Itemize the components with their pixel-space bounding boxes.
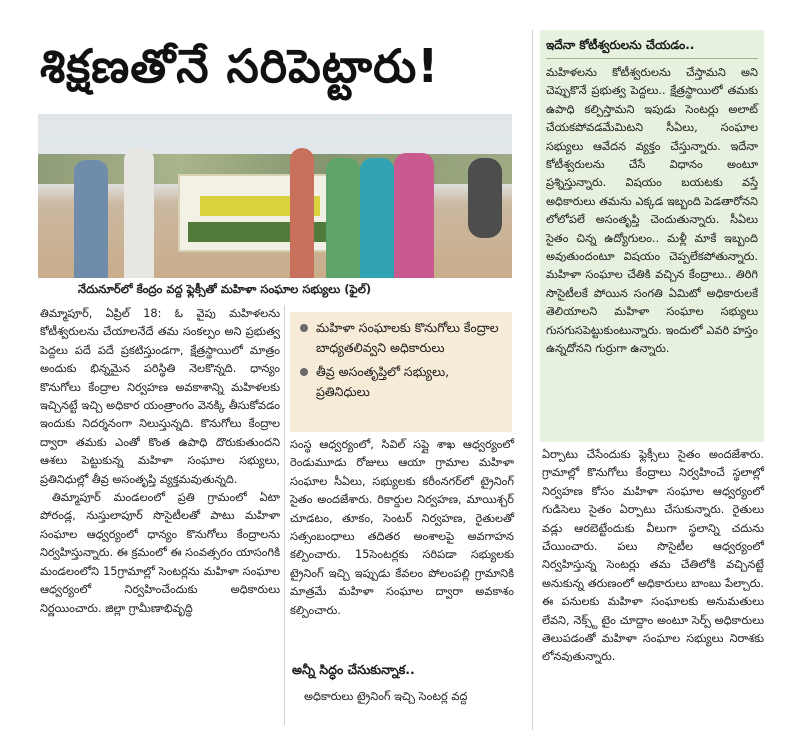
photo-person: [394, 153, 434, 278]
sidebar-divider: [546, 58, 758, 59]
highlight-item: మహిళా సంఘాలకు కొనుగోలు కేంద్రాల బాధ్యతలివ్వని అధికారులు: [298, 318, 506, 358]
highlights-box: [290, 312, 512, 432]
sidebar-box: [540, 30, 764, 442]
section-subheading: అన్నీ సిద్ధం చేసుకున్నాక..: [292, 662, 415, 677]
col2-paragraph-2: అధికారులు ట్రైనింగ్ ఇచ్చి సెంటర్ల వద్ద: [304, 690, 468, 703]
bullet-icon: [300, 324, 308, 332]
column-2: [290, 436, 514, 620]
col1-paragraph-2: తిమ్మాపూర్ మండలంలో ప్రతి గ్రామంలో ఏటా పోరండ్ల, నుస్తులాపూర్ సొసైటీలతో పాటు మహిళా సంఘాల ఆధ్వర్యంలో ధాన్యం కొనుగోలు కేంద్రాలను నిర్వహిస్తున్నారు. ఈ క్రమంలో ఈ సంవత్సరం యాసంగికి మండలంలోని 15గ్రామాల్లో సెంటర్లను మహిళా సంఘాల ఆధ్వర్యంలో నిర్వహించేందుకు అధికారులు నిర్ణయించారు. జిల్లా గ్రామీణాభివృద్ధి: [40, 491, 280, 615]
column-divider: [532, 30, 533, 730]
col3-paragraph-1: ఏర్పాటు చేసేందుకు ఫ్లెక్సీలు సైతం అందజేశారు. గ్రామాల్లో కొనుగోలు కేంద్రాలు నిర్వహించే స్థలాల్లో నిర్వహణ కోసం మహిళా సంఘాల ఆధ్వర్యంలో గుడిసెలు సైతం ఏర్పాటు చేసుకున్నారు. రైతులు వడ్లు ఆరబెట్టేందుకు వీలుగా స్థలాన్ని చదును చేయించారు. పలు సొసైటీల ఆధ్వర్యంలో నిర్వహిస్తున్న సెంటర్లు తమ చేతిలోకి వచ్చినట్టే అనుకున్న తరుణంలో అధికారులు బాంబు పేల్చారు. ఈ పనులకు మహిళా సంఘాలకు అనుమతులు లేవని, నెక్స్ట్ టైం చూద్దాం అంటూ సెర్ప్ అధికారులు తెలుపడంతో మహిళా సంఘాల సభ్యులు నిరాశకు లోనవుతున్నారు.: [542, 448, 764, 664]
article-headline: శిక్షణతోనే సరిపెట్టారు!: [40, 39, 440, 93]
column-2-tail: [290, 688, 514, 706]
column-3: [542, 446, 764, 667]
photo-person: [124, 148, 154, 278]
col2-paragraph-1: సంస్థ ఆధ్వర్యంలో, సివిల్ సప్లై శాఖ ఆధ్వర్యంలో రెండుమూడు రోజులు ఆయా గ్రామాల మహిళా సంఘాల సీఏలు, సభ్యులకు కరీంనగర్‌లో ట్రైనింగ్ సైతం అందజేశారు. రికార్డుల నిర్వహణ, మాయిశ్చర్ చూడటం, తూకం, సెంటర్ నిర్వహణ, రైతులతో సత్సంబంధాలు తదితర అంశాలపై అవగాహన కల్పించారు. 15సెంటర్లకు సరిపడా సభ్యులకు ట్రైనింగ్ ఇచ్చి ఇప్పుడు కేవలం పోలంపల్లి గ్రామానికి మాత్రమే మహిళా సంఘాల ద్వారా అవకాశం కల్పించారు.: [290, 438, 514, 617]
column-1: [40, 305, 280, 618]
photo-person: [74, 160, 108, 278]
sidebar-body: మహిళలను కోటీశ్వరులను చేస్తామని అని చెప్పుకొనే ప్రభుత్వ పెద్దలు.. క్షేత్రస్థాయిలో తమకు ఉపాధి కల్పిస్తామని ఇపుడు సెంటర్లు అలాట్ చేయకపోవడమేమిటని సీఏలు, సంఘాల సభ్యులు ఆవేదన వ్యక్తం చేస్తున్నారు. ఇదేనా కోటీశ్వరులను చేసే విధానం అంటూ ప్రశ్నిస్తున్నారు. విషయం బయటకు వస్తే అధికారులు తమను ఎక్కడ ఇబ్బంది పెడతారోనని లోలోపలే అసంతృప్తి చెందుతున్నారు. సీఏలు సైతం చిన్న ఉద్యోగులం.. మళ్లీ మాకే ఇబ్బంది అవుతుందంటూ విషయం చెప్పలేకపోతున్నారు. మహిళా సంఘాల చేతికి వచ్చిన కేంద్రాలు.. తిరిగి సొసైటీలకే పోయిన సంగతి ఏమిటో అధికారులకే తెలియాలని మహిళా సంఘాల సభ్యులు గుసగుసపెట్టుకుంటున్నారు. ఇందులో ఎవరి హస్తం ఉన్నదోనని గుర్రుగా ఉన్నారు.: [546, 66, 758, 356]
photo-motorbike: [468, 158, 502, 238]
highlight-item: తీవ్ర అసంతృప్తిలో సభ్యులు, ప్రతినిధులు: [298, 362, 506, 402]
bullet-icon: [300, 368, 308, 376]
sidebar-title: ఇదేనా కోటీశ్వరులను చేయడం..: [546, 38, 695, 52]
photo-person: [290, 148, 314, 278]
photo-person: [360, 158, 394, 278]
photo-flex-banner: [178, 174, 342, 252]
article-photo: [38, 114, 512, 278]
col1-paragraph-1: తిమ్మాపూర్, ఏప్రిల్ 18: ఓ వైపు మహిళలను కోటీశ్వరులను చేయాలనేదే తమ సంకల్పం అని ప్రభుత్వ పెద్దలు పదే పదే ప్రకటిస్తుండగా, క్షేత్రస్థాయిలో మాత్రం అందుకు భిన్నమైన పరిస్థితి నెలకొన్నది. ధాన్యం కొనుగోలు కేంద్రాల నిర్వహణ అవకాశాన్ని మహిళలకు ఇచ్చినట్టే ఇచ్చి అధికార యంత్రాంగం వెనక్కి తీసుకోవడం ఇందుకు నిదర్శనంగా నిలుస్తున్నది. కొనుగోలు కేంద్రాల ద్వారా తమకు ఎంతో కొంత ఉపాధి దొరుకుతుందని ఆశలు పెట్టుకున్న మహిళా సంఘాల సభ్యులు, ప్రతినిధుల్లో తీవ్ర అసంతృప్తి వ్యక్తమవుతున్నది.: [40, 307, 280, 486]
column-divider: [284, 305, 285, 725]
photo-caption: నేదునూర్‌లో కేంద్రం వద్ద ఫ్లెక్సీతో మహిళా సంఘాల సభ్యులు (ఫైల్): [78, 282, 372, 296]
photo-person: [326, 158, 360, 278]
